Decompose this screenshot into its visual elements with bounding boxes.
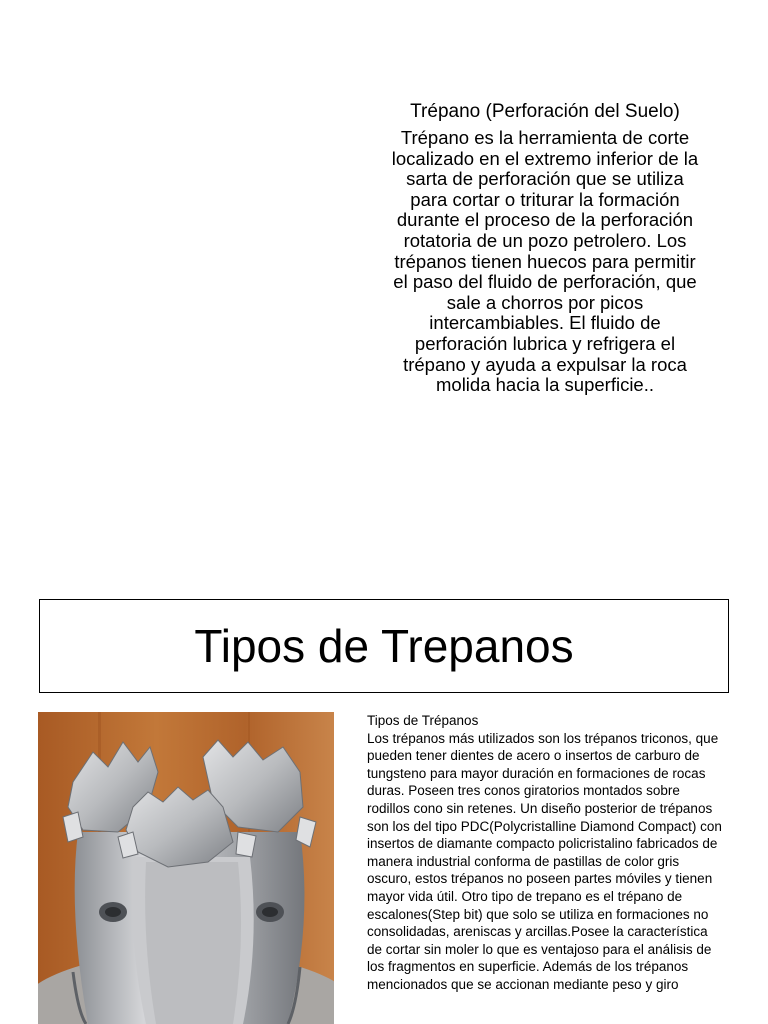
drill-bit-illustration xyxy=(38,712,334,1024)
types-block xyxy=(367,712,723,994)
types-paragraph: Los trépanos más utilizados son los trépanos triconos, que pueden tener dientes de acero o insertos de carburo de tungsteno para mayor duración en formaciones de rocas duras. Poseen tres conos giratorios montados sobre rodillos cono sin retenes. Un diseño posterior de trépanos son los del tipo PDC(Polycristalline Diamond Compact) con insertos de diamante compacto policristalino fabricados de manera industrial conforma de pastillas de color gris oscuro, estos trépanos no poseen partes móviles y tienen mayor vida útil. Otro tipo de trepano es el trépano de escalones(Step bit) que solo se utiliza en formaciones no consolidadas, areniscas y arcillas.Posee la característica de cortar sin moler lo que es ventajoso para el análisis de los fragmentos en superficie. Además de los trépanos mencionados que se accionan mediante peso y giro xyxy=(367,730,722,992)
intro-paragraph: Trépano es la herramienta de corte localizado en el extremo inferior de la sarta de perforación que se utiliza para cortar o triturar la formación durante el proceso de la perforación rotatoria de un pozo petrolero. Los trépanos tienen huecos para permitir el paso del fluido de perforación, que sale a chorros por picos intercambiables. El fluido de perforación lubrica y refrigera el trépano y ayuda a expulsar la roca molida hacia la superficie.. xyxy=(391,127,699,396)
section-title: Tipos de Trepanos xyxy=(194,620,574,672)
intro-block xyxy=(386,100,704,396)
section-header-box xyxy=(39,599,729,693)
drill-bit-photo xyxy=(38,712,334,1024)
types-title: Tipos de Trépanos xyxy=(367,713,479,728)
intro-title: Trépano (Perforación del Suelo) xyxy=(410,101,680,122)
